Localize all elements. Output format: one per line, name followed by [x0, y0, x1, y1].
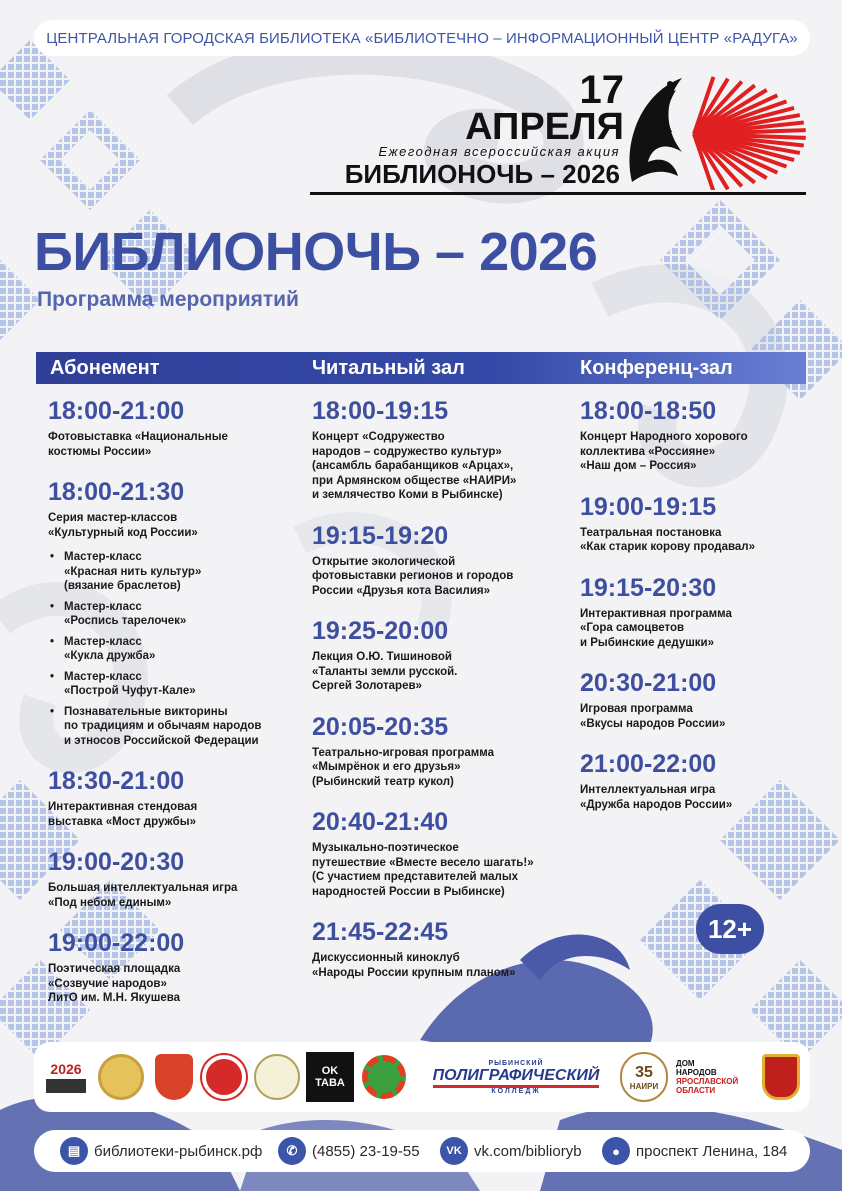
- event-item: [580, 668, 810, 731]
- contact-footer: [34, 1130, 810, 1172]
- event-item: [48, 766, 303, 829]
- workshop-line: по традициям и обычаям народов: [64, 720, 262, 732]
- event-description-line: Сергей Золотарев»: [312, 680, 422, 692]
- event-description-line: «Гора самоцветов: [580, 622, 685, 634]
- event-description-line: народностей России в Рыбинске): [312, 885, 505, 898]
- workshop-line: «Кукла дружба»: [64, 650, 156, 662]
- event-description-line: России «Друзья кота Василия»: [312, 584, 490, 597]
- column-header-reading-room: Читальный зал: [312, 357, 465, 379]
- event-description-line: ЛитО им. М.Н. Якушева: [48, 992, 181, 1004]
- event-item: [48, 847, 303, 910]
- org-name: ЦЕНТРАЛЬНАЯ ГОРОДСКАЯ БИБЛИОТЕКА «БИБЛИОТЕЧНО – ИНФОРМАЦИОННЫЙ ЦЕНТР «РАДУГА»: [46, 29, 798, 47]
- workshop-line: • Мастер-класс: [64, 600, 142, 613]
- logo-dom-line4: ОБЛАСТИ: [676, 1086, 716, 1095]
- logo-underline: [310, 192, 806, 195]
- event-description-line: Открытие экологической: [312, 555, 456, 568]
- vk-icon: VK: [440, 1137, 468, 1165]
- event-description-line: Музыкально-поэтическое: [312, 842, 459, 854]
- logo-crest-icon: [152, 1052, 196, 1102]
- event-time: 19:15-20:30: [580, 573, 717, 602]
- event-item: [312, 917, 574, 980]
- workshop-line: и этносов Российской Федерации: [64, 734, 259, 747]
- column-header-abonement: Абонемент: [50, 357, 160, 379]
- workshop-list: [48, 550, 303, 748]
- column-header-conference-hall: Конференц-зал: [580, 357, 733, 379]
- event-description-line: и Рыбинские дедушки»: [580, 636, 715, 649]
- logo-dom-line2: НАРОДОВ: [676, 1068, 717, 1077]
- workshop-list-item: [62, 550, 303, 594]
- event-item: [48, 928, 303, 1006]
- event-description-line: Интеллектуальная игра: [580, 784, 716, 796]
- footer-website[interactable]: [60, 1136, 262, 1166]
- page-subtitle: Программа мероприятий: [37, 288, 299, 311]
- event-item: [312, 396, 574, 503]
- workshop-line: • Мастер-класс: [64, 551, 142, 563]
- event-time: 19:25-20:00: [312, 617, 449, 645]
- event-description-line: Большая интеллектуальная игра: [48, 882, 238, 894]
- workshop-list-item: [62, 670, 303, 699]
- event-time: 19:00-19:15: [580, 492, 717, 521]
- phone-number[interactable]: (4855) 23-19-55: [312, 1142, 420, 1160]
- event-description-line: (Рыбинский театр кукол): [312, 775, 454, 788]
- logo-tava-text: TABA: [315, 1077, 345, 1089]
- logo-nairi-text: НАИРИ: [629, 1081, 659, 1091]
- org-banner: [34, 20, 810, 56]
- logo-polygraphic-college: [418, 1052, 614, 1102]
- location-pin-icon: ●: [602, 1137, 630, 1165]
- event-description-line: «Народы России крупным планом»: [312, 966, 516, 979]
- workshop-list-item: [62, 635, 303, 664]
- event-description-line: Концерт «Содружество: [312, 431, 445, 443]
- event-description-line: коллектива «Россияне»: [580, 445, 716, 458]
- event-description-line: Игровая программа: [580, 703, 693, 715]
- event-description-line: «Вкусы народов России»: [580, 717, 726, 730]
- event-item: [48, 396, 303, 459]
- event-description-line: фотовыставки регионов и городов: [312, 570, 514, 582]
- event-time: 18:00-21:30: [48, 478, 185, 506]
- book-icon: ▤: [60, 1137, 88, 1165]
- event-description-line: Фотовыставка «Национальные: [48, 431, 228, 443]
- address-text: проспект Ленина, 184: [636, 1142, 788, 1160]
- workshop-line: • Мастер-класс: [64, 670, 142, 683]
- website-link[interactable]: библиотеки-рыбинск.рф: [94, 1142, 263, 1160]
- event-description-line: «Под небом единым»: [48, 896, 172, 909]
- column-reading-room: [312, 396, 574, 998]
- logo-college-name: ПОЛИГРАФИЧЕСКИЙ: [433, 1067, 600, 1088]
- phone-icon: ✆: [278, 1137, 306, 1165]
- footer-vk[interactable]: [440, 1136, 582, 1166]
- workshop-line: • Познавательные викторины: [64, 705, 228, 718]
- event-description-line: Интерактивная стендовая: [48, 801, 198, 813]
- event-item: [312, 807, 574, 899]
- event-item: [580, 573, 810, 651]
- event-description-line: «Культурный код России»: [48, 526, 198, 539]
- event-description-line: «Таланты земли русской.: [312, 665, 458, 678]
- column-conference-hall: [580, 396, 810, 830]
- logo-nairi-number: 35: [635, 1063, 653, 1081]
- age-rating-badge: 12+: [696, 904, 764, 954]
- event-time: 19:00-22:00: [48, 929, 185, 957]
- event-time: 18:30-21:00: [48, 767, 185, 795]
- logo-red-globe-icon: [200, 1052, 248, 1102]
- logo-dom-line1: ДОМ: [676, 1059, 695, 1068]
- event-description-line: «Мымрёнок и его друзья»: [312, 761, 461, 773]
- workshop-line: «Красная нить культур»: [64, 565, 202, 578]
- event-description-line: при Армянском обществе «НАИРИ»: [312, 474, 517, 487]
- event-tagline: Ежегодная всероссийская акция: [378, 144, 620, 159]
- event-time: 18:00-18:50: [580, 397, 717, 425]
- page-title: БИБЛИОНОЧЬ – 2026: [34, 222, 598, 282]
- event-description-line: костюмы России»: [48, 445, 152, 458]
- workshop-list-item: [62, 600, 303, 629]
- logo-dom-line3: ЯРОСЛАВСКОЙ: [676, 1077, 739, 1086]
- fan-ornament-icon: [622, 72, 808, 190]
- logo-year-of-unity: [42, 1052, 90, 1102]
- event-description-line: (С участием представителей малых: [312, 871, 519, 883]
- event-description-line: народов – содружество культур»: [312, 445, 502, 458]
- event-month: АПРЕЛЯ: [465, 106, 624, 148]
- event-description-line: Театральная постановка: [580, 526, 722, 539]
- workshop-list-item: [62, 705, 303, 749]
- workshop-line: (вязание браслетов): [64, 580, 181, 592]
- event-item: [580, 492, 810, 555]
- logo-ok-tava: [306, 1052, 354, 1102]
- column-abonement: [48, 396, 303, 1024]
- event-description-line: путешествие «Вместе весело шагать!»: [312, 856, 534, 869]
- logo-round-gold-icon: [96, 1052, 146, 1102]
- logo-college-sub: КОЛЛЕДЖ: [491, 1087, 541, 1095]
- event-item: [312, 616, 574, 694]
- event-description-line: Лекция О.Ю. Тишиновой: [312, 651, 452, 663]
- event-item: [48, 477, 303, 748]
- event-description-line: Театрально-игровая программа: [312, 746, 495, 759]
- event-description-line: Интерактивная программа: [580, 607, 732, 620]
- event-description-line: (ансамбль барабанщиков «Арцах»,: [312, 460, 514, 472]
- event-description-line: «Как старик корову продавал»: [580, 541, 755, 553]
- event-item: [312, 521, 574, 599]
- logo-round-light-icon: [252, 1052, 302, 1102]
- event-description-line: и землячество Коми в Рыбинске): [312, 489, 503, 501]
- logo-ok-text: OK: [321, 1065, 339, 1077]
- partner-logos: [34, 1042, 810, 1112]
- event-time: 21:00-22:00: [580, 750, 717, 778]
- event-time: 19:15-19:20: [312, 521, 449, 550]
- logo-nairi: [620, 1052, 668, 1102]
- event-time: 20:40-21:40: [312, 808, 449, 836]
- event-item: [580, 396, 810, 474]
- event-description-line: Поэтическая площадка: [48, 963, 181, 975]
- event-description-line: Дискуссионный киноклуб: [312, 952, 460, 964]
- event-day: 17: [579, 68, 624, 112]
- logo-college-small: РЫБИНСКИЙ: [488, 1059, 544, 1067]
- event-name: БИБЛИОНОЧЬ – 2026: [344, 159, 620, 189]
- event-description-line: выставка «Мост дружбы»: [48, 815, 196, 828]
- event-description-line: «Наш дом – Россия»: [580, 460, 697, 472]
- footer-address: [602, 1136, 787, 1166]
- event-time: 21:45-22:45: [312, 918, 449, 946]
- event-description-line: «Дружба народов России»: [580, 798, 733, 811]
- workshop-line: • Мастер-класс: [64, 635, 142, 648]
- logo-dom-narodov: [676, 1052, 752, 1102]
- event-time: 20:05-20:35: [312, 712, 449, 741]
- vk-link[interactable]: vk.com/biblioryb: [474, 1142, 582, 1160]
- event-time: 18:00-21:00: [48, 397, 185, 425]
- event-time: 20:30-21:00: [580, 669, 717, 697]
- event-time: 19:00-20:30: [48, 848, 185, 876]
- event-time: 18:00-19:15: [312, 397, 449, 425]
- footer-phone[interactable]: [278, 1136, 420, 1166]
- event-description-line: «Созвучие народов»: [48, 977, 167, 990]
- logo-coat-of-arms-icon: [760, 1052, 802, 1102]
- event-description-line: Концерт Народного хорового: [580, 431, 748, 443]
- event-description-line: Серия мастер-классов: [48, 512, 178, 524]
- event-logo: [310, 68, 810, 198]
- event-item: [312, 712, 574, 790]
- logo-year-text: 2026: [50, 1061, 82, 1077]
- workshop-line: «Роспись тарелочек»: [64, 615, 187, 627]
- logo-gear-icon: [360, 1052, 408, 1102]
- logo-year-graphic: [46, 1079, 86, 1093]
- workshop-line: «Построй Чуфут-Кале»: [64, 685, 196, 697]
- event-item: [580, 749, 810, 812]
